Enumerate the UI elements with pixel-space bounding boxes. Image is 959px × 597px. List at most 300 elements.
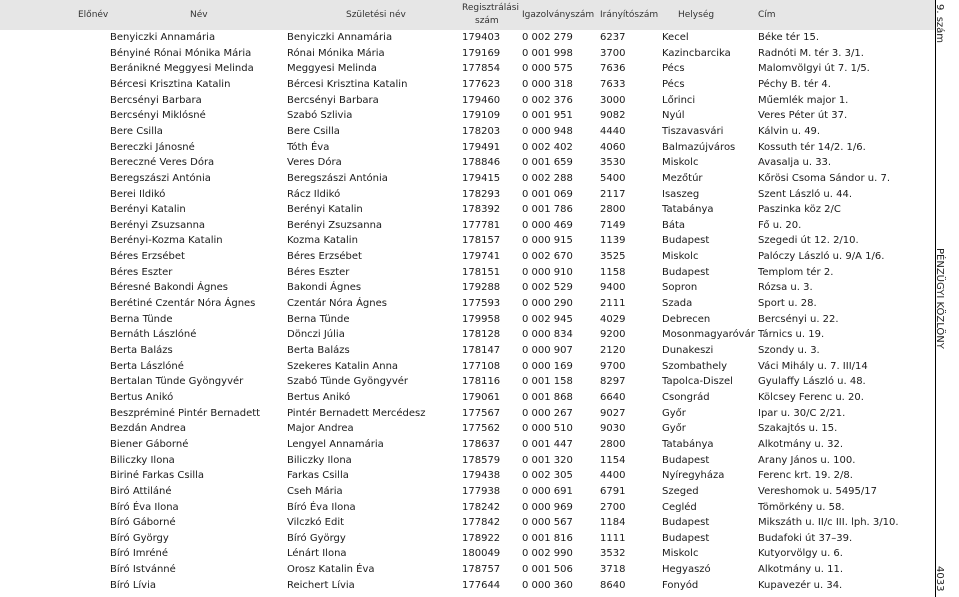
table-row [0, 203, 935, 219]
cell-igazolvanyszam: 0 000 948 [522, 125, 573, 137]
cell-reg-szam: 178116 [462, 376, 501, 388]
cell-reg-szam: 178242 [462, 501, 501, 513]
cell-reg-szam: 178151 [462, 266, 501, 278]
cell-igazolvanyszam: 0 000 575 [522, 63, 573, 75]
cell-helyseg: Pécs [662, 78, 685, 90]
cell-helyseg: Tiszavasvári [662, 125, 724, 137]
cell-helyseg: Budapest [662, 266, 710, 278]
cell-cim: Mikszáth u. II/c III. lph. 3/10. [758, 517, 899, 529]
cell-reg-szam: 178579 [462, 454, 501, 466]
cell-szuletesi-nev: Rácz Ildikó [287, 188, 341, 200]
cell-igazolvanyszam: 0 000 969 [522, 501, 573, 513]
cell-nev: Bereczki Jánosné [110, 141, 195, 153]
cell-igazolvanyszam: 0 001 069 [522, 188, 573, 200]
cell-iranyitoszam: 9082 [600, 110, 626, 122]
cell-cim: Kölcsey Ferenc u. 20. [758, 391, 864, 403]
cell-igazolvanyszam: 0 001 868 [522, 391, 573, 403]
cell-iranyitoszam: 1139 [600, 235, 626, 247]
cell-nev: Bernáth Lászlóné [110, 329, 197, 341]
table-row [0, 501, 935, 517]
cell-nev: Bercsényi Miklósné [110, 110, 206, 122]
header-cim: Cím [758, 10, 776, 20]
cell-igazolvanyszam: 0 000 290 [522, 298, 573, 310]
cell-igazolvanyszam: 0 000 360 [522, 579, 573, 591]
cell-nev: Biener Gáborné [110, 438, 189, 450]
cell-szuletesi-nev: Szabó Szlivia [287, 110, 353, 122]
cell-nev: Béres Erzsébet [110, 251, 185, 263]
cell-iranyitoszam: 3530 [600, 157, 626, 169]
cell-reg-szam: 178128 [462, 329, 501, 341]
cell-igazolvanyszam: 0 001 158 [522, 376, 573, 388]
cell-cim: Palóczy László u. 9/A 1/6. [758, 251, 885, 263]
cell-cim: Kutyorvölgy u. 6. [758, 548, 843, 560]
table-row [0, 47, 935, 63]
cell-reg-szam: 179438 [462, 470, 501, 482]
cell-reg-szam: 177593 [462, 298, 501, 310]
cell-iranyitoszam: 3525 [600, 251, 626, 263]
cell-iranyitoszam: 4060 [600, 141, 626, 153]
table-row [0, 234, 935, 250]
cell-igazolvanyszam: 0 001 786 [522, 204, 573, 216]
cell-iranyitoszam: 5400 [600, 172, 626, 184]
cell-reg-szam: 179415 [462, 172, 501, 184]
cell-cim: Paszinka köz 2/C [758, 204, 841, 216]
cell-helyseg: Pécs [662, 63, 685, 75]
table-row [0, 532, 935, 548]
table-row [0, 188, 935, 204]
cell-nev: Bíró Lívia [110, 579, 157, 591]
cell-cim: Szakajtós u. 15. [758, 423, 838, 435]
cell-reg-szam: 178757 [462, 564, 501, 576]
cell-helyseg: Dunakeszi [662, 345, 714, 356]
cell-reg-szam: 178392 [462, 204, 501, 216]
cell-szuletesi-nev: Major Andrea [287, 423, 354, 435]
cell-igazolvanyszam: 0 000 834 [522, 329, 573, 341]
cell-igazolvanyszam: 0 002 945 [522, 313, 573, 325]
cell-helyseg: Báta [662, 219, 686, 231]
cell-szuletesi-nev: Dönczi Júlia [287, 329, 345, 341]
cell-helyseg: Mezőtúr [662, 172, 703, 184]
cell-cim: Váci Mihály u. 7. III/14 [758, 360, 868, 372]
cell-reg-szam: 179288 [462, 282, 501, 294]
cell-reg-szam: 178922 [462, 532, 501, 544]
cell-cim: Béke tér 15. [758, 32, 820, 43]
cell-iranyitoszam: 1184 [600, 517, 626, 529]
cell-reg-szam: 177108 [462, 360, 501, 372]
table-row [0, 141, 935, 157]
cell-cim: Vereshomok u. 5495/17 [758, 485, 877, 497]
cell-reg-szam: 177562 [462, 423, 501, 435]
cell-nev: Berna Tünde [110, 313, 173, 325]
cell-cim: Alkotmány u. 11. [758, 564, 843, 576]
cell-szuletesi-nev: Pintér Bernadett Mercédesz [287, 407, 426, 419]
cell-reg-szam: 177781 [462, 219, 501, 231]
cell-helyseg: Tatabánya [662, 204, 714, 216]
cell-helyseg: Nyúl [662, 110, 685, 122]
cell-cim: Templom tér 2. [758, 266, 834, 278]
cell-szuletesi-nev: Benyiczki Annamária [287, 32, 393, 43]
cell-nev: Bíró György [110, 532, 169, 544]
cell-iranyitoszam: 8297 [600, 376, 626, 388]
cell-reg-szam: 179403 [462, 32, 501, 43]
cell-iranyitoszam: 3000 [600, 94, 626, 106]
cell-iranyitoszam: 3718 [600, 564, 626, 576]
cell-helyseg: Budapest [662, 517, 710, 529]
cell-szuletesi-nev: Orosz Katalin Éva [287, 564, 375, 576]
cell-iranyitoszam: 1154 [600, 454, 626, 466]
table-row [0, 469, 935, 485]
cell-iranyitoszam: 7149 [600, 219, 626, 231]
cell-igazolvanyszam: 0 002 288 [522, 172, 573, 184]
table-row [0, 313, 935, 329]
cell-szuletesi-nev: Bíró Éva Ilona [287, 501, 356, 513]
cell-reg-szam: 178846 [462, 157, 501, 169]
cell-iranyitoszam: 2120 [600, 345, 626, 356]
cell-szuletesi-nev: Lengyel Annamária [287, 438, 384, 450]
cell-igazolvanyszam: 0 000 318 [522, 78, 573, 90]
cell-helyseg: Győr [662, 423, 686, 435]
cell-szuletesi-nev: Lénárt Ilona [287, 548, 347, 560]
table-row [0, 547, 935, 563]
table-row [0, 485, 935, 501]
cell-cim: Sport u. 28. [758, 298, 817, 310]
cell-szuletesi-nev: Bercsényi Barbara [287, 94, 379, 106]
cell-cim: Szent László u. 44. [758, 188, 853, 200]
cell-nev: Bíró Istvánné [110, 564, 176, 576]
cell-reg-szam: 178203 [462, 125, 501, 137]
cell-helyseg: Miskolc [662, 548, 699, 560]
cell-nev: Beszpréminé Pintér Bernadett [110, 407, 261, 419]
cell-reg-szam: 177842 [462, 517, 501, 529]
cell-nev: Bércesi Krisztina Katalin [110, 78, 231, 90]
cell-cim: Alkotmány u. 32. [758, 438, 843, 450]
page-number: 4033 [934, 566, 945, 592]
cell-cim: Kupavezér u. 34. [758, 579, 843, 591]
cell-cim: Radnóti M. tér 3. 3/1. [758, 47, 864, 59]
cell-nev: Bertus Anikó [110, 391, 174, 403]
cell-iranyitoszam: 6791 [600, 485, 626, 497]
cell-szuletesi-nev: Rónai Mónika Mária [287, 47, 385, 59]
cell-nev: Biliczky Ilona [110, 454, 175, 466]
cell-helyseg: Győr [662, 407, 686, 419]
cell-nev: Berényi-Kozma Katalin [110, 235, 223, 247]
cell-szuletesi-nev: Berna Tünde [287, 313, 350, 325]
table-header [0, 0, 935, 30]
cell-helyseg: Budapest [662, 454, 710, 466]
cell-igazolvanyszam: 0 002 529 [522, 282, 573, 294]
cell-reg-szam: 179109 [462, 110, 501, 122]
cell-reg-szam: 177623 [462, 78, 501, 90]
cell-cim: Gyulaffy László u. 48. [758, 376, 866, 388]
cell-igazolvanyszam: 0 000 907 [522, 345, 573, 356]
cell-nev: Bényiné Rónai Mónika Mária [110, 47, 252, 59]
cell-nev: Bertalan Tünde Gyöngyvér [110, 376, 244, 388]
table-row [0, 297, 935, 313]
cell-iranyitoszam: 1111 [600, 532, 626, 544]
journal-title: PÉNZÜGYI KÖZLÖNY [934, 248, 945, 349]
table-row [0, 250, 935, 266]
table-row [0, 391, 935, 407]
cell-igazolvanyszam: 0 000 910 [522, 266, 573, 278]
table-row [0, 31, 935, 47]
cell-nev: Beránikné Meggyesi Melinda [110, 63, 254, 75]
cell-helyseg: Cegléd [662, 501, 697, 513]
cell-helyseg: Kecel [662, 32, 689, 43]
table-row [0, 266, 935, 282]
table-row [0, 78, 935, 94]
cell-szuletesi-nev: Szekeres Katalin Anna [287, 360, 399, 372]
cell-cim: Bercsényi u. 22. [758, 313, 839, 325]
header-igazolvanyszam: Igazolványszám [522, 10, 595, 20]
cell-cim: Fő u. 20. [758, 219, 802, 231]
cell-helyseg: Szombathely [662, 360, 728, 372]
cell-szuletesi-nev: Bertus Anikó [287, 391, 351, 403]
cell-iranyitoszam: 1158 [600, 266, 626, 278]
cell-igazolvanyszam: 0 000 469 [522, 219, 573, 231]
cell-helyseg: Budapest [662, 235, 710, 247]
cell-igazolvanyszam: 0 002 279 [522, 32, 573, 43]
cell-helyseg: Miskolc [662, 157, 699, 169]
cell-szuletesi-nev: Bakondi Ágnes [287, 282, 362, 294]
cell-iranyitoszam: 9700 [600, 360, 626, 372]
issue-number: 9. szám [934, 4, 945, 44]
cell-helyseg: Debrecen [662, 313, 711, 325]
cell-szuletesi-nev: Biliczky Ilona [287, 454, 352, 466]
cell-cim: Budafoki út 37–39. [758, 532, 853, 544]
cell-szuletesi-nev: Cseh Mária [287, 485, 343, 497]
cell-cim: Ipar u. 30/C 2/21. [758, 407, 846, 419]
table-row [0, 438, 935, 454]
cell-iranyitoszam: 4400 [600, 470, 626, 482]
cell-reg-szam: 178637 [462, 438, 501, 450]
cell-cim: Rózsa u. 3. [758, 282, 813, 294]
cell-iranyitoszam: 9027 [600, 407, 626, 419]
cell-helyseg: Tapolca-Diszel [662, 376, 733, 388]
cell-reg-szam: 180049 [462, 548, 501, 560]
cell-cim: Kálvin u. 49. [758, 125, 821, 137]
cell-nev: Berétiné Czentár Nóra Ágnes [110, 298, 256, 310]
cell-igazolvanyszam: 0 000 267 [522, 407, 573, 419]
cell-igazolvanyszam: 0 001 506 [522, 564, 573, 576]
cell-cim: Tömörkény u. 58. [758, 501, 845, 513]
cell-szuletesi-nev: Berényi Katalin [287, 204, 363, 216]
cell-szuletesi-nev: Meggyesi Melinda [287, 63, 377, 75]
cell-helyseg: Miskolc [662, 251, 699, 263]
table-row [0, 422, 935, 438]
cell-iranyitoszam: 7636 [600, 63, 626, 75]
cell-helyseg: Isaszeg [662, 188, 700, 200]
cell-helyseg: Csongrád [662, 391, 710, 403]
cell-igazolvanyszam: 0 000 567 [522, 517, 573, 529]
cell-igazolvanyszam: 0 000 169 [522, 360, 573, 372]
cell-igazolvanyszam: 0 001 816 [522, 532, 573, 544]
cell-helyseg: Sopron [662, 282, 698, 294]
cell-iranyitoszam: 6237 [600, 32, 626, 43]
cell-cim: Szondy u. 3. [758, 345, 820, 356]
header-elonev: Előnév [78, 10, 109, 20]
cell-iranyitoszam: 2800 [600, 438, 626, 450]
cell-helyseg: Szeged [662, 485, 699, 497]
cell-igazolvanyszam: 0 002 670 [522, 251, 573, 263]
cell-nev: Berényi Katalin [110, 204, 186, 216]
cell-igazolvanyszam: 0 001 951 [522, 110, 573, 122]
table-row [0, 563, 935, 579]
cell-igazolvanyszam: 0 000 510 [522, 423, 573, 435]
cell-szuletesi-nev: Szabó Tünde Gyöngyvér [287, 376, 409, 388]
cell-szuletesi-nev: Bíró György [287, 532, 346, 544]
header-reg-line1: Regisztrálási [462, 3, 519, 13]
cell-szuletesi-nev: Kozma Katalin [287, 235, 358, 247]
cell-cim: Péchy B. tér 4. [758, 78, 831, 90]
cell-iranyitoszam: 4029 [600, 313, 626, 325]
table-row [0, 579, 935, 595]
cell-helyseg: Nyíregyháza [662, 470, 725, 482]
cell-szuletesi-nev: Farkas Csilla [287, 470, 349, 482]
cell-iranyitoszam: 2800 [600, 204, 626, 216]
cell-szuletesi-nev: Reichert Lívia [287, 579, 355, 591]
header-reg-line2: szám [475, 16, 499, 26]
cell-szuletesi-nev: Beregszászi Antónia [287, 172, 388, 184]
cell-szuletesi-nev: Berta Balázs [287, 345, 350, 356]
cell-iranyitoszam: 4440 [600, 125, 626, 137]
cell-reg-szam: 179958 [462, 313, 501, 325]
table-row [0, 219, 935, 235]
table-row [0, 375, 935, 391]
cell-iranyitoszam: 8640 [600, 579, 626, 591]
table-row [0, 344, 935, 360]
cell-helyseg: Hegyaszó [662, 564, 711, 576]
cell-helyseg: Mosonmagyaróvár [662, 329, 755, 341]
cell-cim: Malomvölgyi út 7. 1/5. [758, 63, 870, 75]
cell-igazolvanyszam: 0 001 659 [522, 157, 573, 169]
cell-nev: Bercsényi Barbara [110, 94, 202, 106]
cell-igazolvanyszam: 0 000 915 [522, 235, 573, 247]
cell-cim: Szegedi út 12. 2/10. [758, 235, 859, 247]
table-row [0, 516, 935, 532]
cell-szuletesi-nev: Vilczkó Edit [287, 517, 345, 529]
table-row [0, 360, 935, 376]
cell-reg-szam: 179491 [462, 141, 501, 153]
table-row [0, 94, 935, 110]
cell-iranyitoszam: 9030 [600, 423, 626, 435]
cell-iranyitoszam: 9400 [600, 282, 626, 294]
cell-szuletesi-nev: Berényi Zsuzsanna [287, 219, 383, 231]
cell-iranyitoszam: 7633 [600, 78, 626, 90]
cell-nev: Bíró Gáborné [110, 517, 176, 529]
cell-nev: Bereczné Veres Dóra [110, 157, 215, 169]
cell-nev: Berényi Zsuzsanna [110, 219, 206, 231]
cell-iranyitoszam: 2700 [600, 501, 626, 513]
cell-helyseg: Kazincbarcika [662, 47, 731, 59]
cell-reg-szam: 179460 [462, 94, 501, 106]
cell-reg-szam: 177567 [462, 407, 501, 419]
cell-nev: Béres Eszter [110, 266, 173, 278]
cell-reg-szam: 179061 [462, 391, 501, 403]
cell-cim: Kossuth tér 14/2. 1/6. [758, 141, 866, 153]
cell-reg-szam: 177854 [462, 63, 501, 75]
cell-igazolvanyszam: 0 001 998 [522, 47, 573, 59]
cell-iranyitoszam: 6640 [600, 391, 626, 403]
cell-helyseg: Fonyód [662, 579, 699, 591]
cell-reg-szam: 179741 [462, 251, 501, 263]
cell-cim: Veres Péter út 37. [758, 110, 848, 122]
cell-nev: Biriné Farkas Csilla [110, 470, 205, 482]
cell-igazolvanyszam: 0 002 376 [522, 94, 573, 106]
cell-nev: Bíró Imréné [110, 548, 169, 560]
cell-iranyitoszam: 2117 [600, 188, 626, 200]
cell-iranyitoszam: 2111 [600, 298, 626, 310]
cell-reg-szam: 178147 [462, 345, 501, 356]
cell-szuletesi-nev: Béres Erzsébet [287, 251, 362, 263]
cell-helyseg: Lőrinci [662, 94, 696, 106]
table-row [0, 62, 935, 78]
header-helyseg: Helység [678, 10, 715, 20]
cell-igazolvanyszam: 0 001 447 [522, 438, 573, 450]
table-row [0, 328, 935, 344]
cell-iranyitoszam: 9200 [600, 329, 626, 341]
cell-iranyitoszam: 3700 [600, 47, 626, 59]
cell-nev: Berei Ildikó [110, 188, 166, 200]
cell-iranyitoszam: 3532 [600, 548, 626, 560]
cell-reg-szam: 177644 [462, 579, 501, 591]
cell-nev: Benyiczki Annamária [110, 32, 216, 43]
header-szuletesi-nev: Születési név [346, 10, 406, 20]
table-row [0, 156, 935, 172]
cell-helyseg: Budapest [662, 532, 710, 544]
cell-szuletesi-nev: Béres Eszter [287, 266, 350, 278]
cell-reg-szam: 178293 [462, 188, 501, 200]
table-row [0, 407, 935, 423]
cell-igazolvanyszam: 0 002 402 [522, 141, 573, 153]
cell-reg-szam: 177938 [462, 485, 501, 497]
table-row [0, 172, 935, 188]
header-nev: Név [190, 10, 208, 20]
cell-nev: Bezdán Andrea [110, 423, 186, 435]
cell-nev: Béresné Bakondi Ágnes [110, 282, 229, 294]
cell-igazolvanyszam: 0 001 320 [522, 454, 573, 466]
cell-nev: Biró Attiláné [110, 485, 172, 497]
cell-szuletesi-nev: Tóth Éva [287, 141, 330, 153]
cell-cim: Műemlék major 1. [758, 94, 849, 106]
cell-nev: Berta Balázs [110, 345, 173, 356]
cell-cim: Avasalja u. 33. [758, 157, 832, 169]
cell-helyseg: Tatabánya [662, 438, 714, 450]
cell-szuletesi-nev: Bércesi Krisztina Katalin [287, 78, 408, 90]
cell-cim: Tárnics u. 19. [758, 329, 825, 341]
table-row [0, 109, 935, 125]
cell-helyseg: Balmazújváros [662, 141, 736, 153]
cell-igazolvanyszam: 0 000 691 [522, 485, 573, 497]
cell-szuletesi-nev: Veres Dóra [287, 157, 342, 169]
cell-cim: Ferenc krt. 19. 2/8. [758, 470, 853, 482]
cell-igazolvanyszam: 0 002 990 [522, 548, 573, 560]
cell-nev: Berta Lászlóné [110, 360, 184, 372]
cell-nev: Bere Csilla [110, 125, 163, 137]
cell-nev: Beregszászi Antónia [110, 172, 211, 184]
cell-szuletesi-nev: Czentár Nóra Ágnes [287, 298, 387, 310]
cell-igazolvanyszam: 0 002 305 [522, 470, 573, 482]
cell-szuletesi-nev: Bere Csilla [287, 125, 340, 137]
cell-cim: Arany János u. 100. [758, 454, 856, 466]
cell-cim: Kőrösi Csoma Sándor u. 7. [758, 172, 891, 184]
header-iranyitoszam: Irányítószám [600, 10, 659, 20]
cell-reg-szam: 179169 [462, 47, 501, 59]
table-row [0, 125, 935, 141]
table-row [0, 454, 935, 470]
cell-reg-szam: 178157 [462, 235, 501, 247]
table-row [0, 281, 935, 297]
cell-helyseg: Szada [662, 298, 693, 310]
